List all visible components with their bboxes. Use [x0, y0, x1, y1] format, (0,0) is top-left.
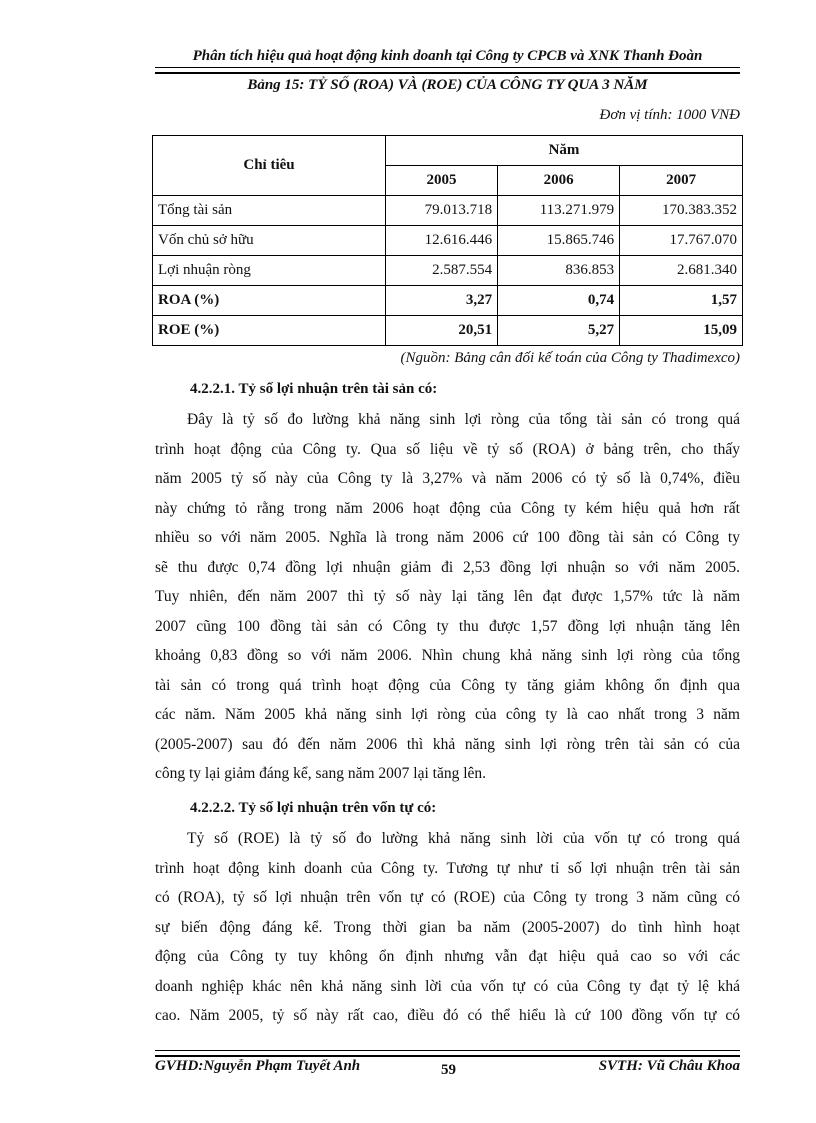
text-line: có (ROA), tỷ số lợi nhuận trên vốn tự có (ROE) của Công ty trong 3 năm cũng có: [155, 889, 740, 906]
cell-value: 17.767.070: [620, 226, 743, 256]
row-label: Lợi nhuận ròng: [153, 256, 386, 286]
cell-value: 20,51: [386, 316, 498, 346]
cell-value: 170.383.352: [620, 196, 743, 226]
table-row: [153, 316, 743, 346]
footer-student: SVTH: Vũ Châu Khoa: [598, 1058, 740, 1074]
cell-value: 0,74: [498, 286, 620, 316]
cell-value: 15,09: [620, 316, 743, 346]
cell-value: 1,57: [620, 286, 743, 316]
year-2005-header: 2005: [386, 166, 498, 196]
text-line: 2007 cũng 100 đồng tài sản có Công ty thu được 1,57 đồng lợi nhuận tăng lên: [155, 617, 740, 635]
text-line: các năm. Năm 2005 khả năng sinh lợi ròng của công ty là cao nhất trong 3 năm: [155, 706, 740, 723]
text-line: khoảng 0,83 đồng so với năm 2006. Nhìn chung khả năng sinh lợi ròng của tổng: [155, 647, 740, 664]
cell-value: 2.681.340: [620, 256, 743, 286]
table-row: [153, 286, 743, 316]
text-line: tài sản có trong quá trình hoạt động của Công ty tăng giảm không ổn định qua: [155, 676, 740, 694]
table-row: [153, 226, 743, 256]
cell-value: 79.013.718: [386, 196, 498, 226]
row-label: ROE (%): [153, 316, 386, 346]
cell-value: 12.616.446: [386, 226, 498, 256]
cell-value: 836.853: [498, 256, 620, 286]
cell-value: 3,27: [386, 286, 498, 316]
row-label: ROA (%): [153, 286, 386, 316]
row-label: Vốn chủ sở hữu: [153, 226, 386, 256]
table-source: (Nguồn: Bảng cân đối kế toán của Công ty Thadimexco): [400, 350, 740, 366]
cell-value: 2.587.554: [386, 256, 498, 286]
running-header: Phân tích hiệu quả hoạt động kinh doanh tại Công ty CPCB và XNK Thanh Đoàn: [192, 48, 703, 64]
section-heading-roa: 4.2.2.1. Tỷ số lợi nhuận trên tài sản có:: [190, 381, 438, 397]
section-heading-roe: 4.2.2.2. Tỷ số lợi nhuận trên vốn tự có:: [190, 800, 437, 816]
text-line: động của Công ty tuy không ổn định nhưng vẫn đạt hiệu quả cao so với các: [155, 948, 740, 965]
table-title: Bảng 15: TỶ SỐ (ROA) VÀ (ROE) CỦA CÔNG TY QUA 3 NĂM: [247, 77, 648, 93]
text-line: doanh nghiệp khác nên khả năng sinh lời của vốn tự có của Công ty đạt tỷ lệ khá: [155, 977, 740, 995]
text-line: nhiều so với năm 2005. Nghĩa là trong năm 2006 cứ 100 đồng tài sản có Công ty: [155, 529, 740, 546]
year-column-header: Năm: [386, 136, 743, 166]
text-line: trình hoạt động của Công ty. Qua số liệu về tỷ số (ROA) ở bảng trên, cho thấy: [155, 440, 740, 458]
paragraph-roe: [155, 824, 740, 1031]
text-line: Đây là tỷ số đo lường khả năng sinh lợi ròng của tổng tài sản có trong quá: [187, 411, 740, 428]
paragraph-roa: [155, 405, 740, 789]
text-line: năm 2005 tỷ số này của Công ty là 3,27% và năm 2006 có tỷ số là 0,74%, điều: [155, 470, 740, 487]
row-label: Tổng tài sản: [153, 196, 386, 226]
text-line: sự biến động đáng kể. Trong thời gian ba năm (2005-2007) do tình hình hoạt: [155, 918, 740, 936]
text-line: sẽ thu được 0,74 đồng lợi nhuận giảm đi 2,53 đồng lợi nhuận so với năm 2005.: [155, 558, 740, 576]
unit-note: Đơn vị tính: 1000 VNĐ: [599, 107, 740, 123]
footer-advisor: GVHD:Nguyễn Phạm Tuyết Anh: [155, 1058, 361, 1074]
table-row: [153, 256, 743, 286]
financial-ratio-table: [152, 135, 743, 346]
header-rule: [155, 67, 740, 74]
text-line: này chứng tỏ rằng trong năm 2006 hoạt động của Công ty kém hiệu quả hơn rất: [155, 499, 740, 517]
footer-rule: [155, 1050, 740, 1057]
text-line: cao. Năm 2005, tỷ số này rất cao, điều đó có thể hiểu là cứ 100 đồng vốn tự có: [155, 1007, 740, 1024]
cell-value: 113.271.979: [498, 196, 620, 226]
indicator-column-header: Chỉ tiêu: [153, 136, 386, 196]
cell-value: 15.865.746: [498, 226, 620, 256]
text-line: trình hoạt động kinh doanh của Công ty. Tương tự như tỉ số lợi nhuận trên tài sản: [155, 859, 740, 877]
year-2006-header: 2006: [498, 166, 620, 196]
page-number: 59: [441, 1062, 456, 1078]
text-line: Tuy nhiên, đến năm 2007 thì tỷ số này lại tăng lên đạt được 1,57% tức là năm: [155, 588, 740, 605]
text-line: công ty lại giảm đáng kể, sang năm 2007 lại tăng lên.: [155, 765, 487, 782]
year-2007-header: 2007: [620, 166, 743, 196]
text-line: (2005-2007) sau đó đến năm 2006 thì khả năng sinh lợi ròng trên tài sản có của: [155, 735, 740, 753]
text-line: Tỷ số (ROE) là tỷ số đo lường khả năng sinh lời của vốn tự có trong quá: [187, 830, 740, 847]
table-row: [153, 196, 743, 226]
cell-value: 5,27: [498, 316, 620, 346]
